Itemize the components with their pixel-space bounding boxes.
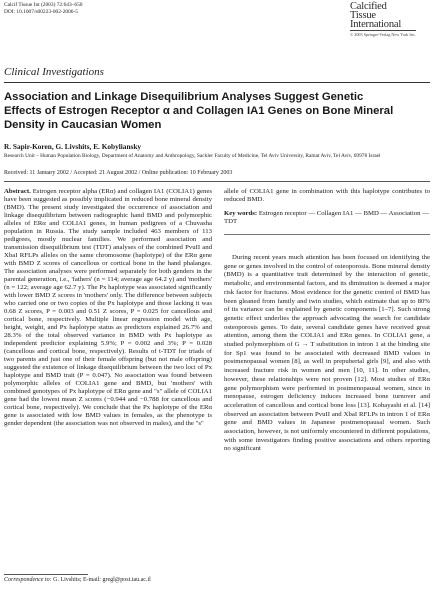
running-head	[4, 2, 224, 16]
abstract	[4, 188, 212, 428]
introduction-text: During recent years much attention has been focused on identifying the gene or genes involved in the control of osteoporosis. Bone mineral density (BMD) is a quantitative trait determined by the interaction of genetic, metabolic, and environmental factors, and its diminution is deemed a major risk factor for fractures. Most evidence for the genetic control of BMD has been gleaned from family and twin studies, which estimate that up to 80% of its variance can be explained by genetic components [1–7]. Such strong genetic effect underlies the approach advocating the search for candidate osteoporosis genes. To date, several candidate genes have received great attention, among them the COLIA1 and ERα genes. In COLIA1 gene, a studied polymorphism of G → T substitution in intron 1 at the binding site for Sp1 was found to be associated with decreased BMD values in postmenopausal women [8], as well in prepubertal girls [9], and also with increased fracture risk in women and men [10, 11]. In other studies, however, these relationships were not proven [12]. Most studies of ERα gene polymorphism were performed in postmenopausal women, since in menopause, estrogen deficiency induces increased bone turnover and acceleration of cancellous and cortical bone loss [13]. Kobayashi et al. [14] observed an association between PvuII and XbaI RFLPs in intron 1 of ERα gene and BMD values in Japanese postmenopausal women. Such association, however, is not uniformly encountered in different populations, with some investigators finding positive associations and others reporting no significant	[224, 254, 430, 453]
keywords	[224, 210, 430, 226]
keywords-text: Estrogen receptor — Collagen IA1 — BMD — Association — TDT	[224, 210, 429, 225]
correspondence-text: G. Livshits; E-mail: gregl@post.tau.ac.il	[53, 577, 151, 583]
keywords-divider	[224, 234, 430, 235]
journal-citation: Calcif Tissue Int (2003) 72:643–650	[4, 2, 83, 8]
authors: R. Sapir-Koren, G. Livshits, E. Kobyliansky	[4, 142, 142, 151]
copyright: © 2003 Springer-Verlag New York Inc.	[350, 31, 416, 37]
header-divider	[4, 82, 430, 83]
footnote-divider	[4, 574, 88, 575]
logo-line-1: Calcified	[350, 1, 387, 12]
section-label: Clinical Investigations	[4, 66, 104, 78]
doi: DOI: 10.1007/s00223-002-2006-5	[4, 9, 78, 15]
logo-line-2: Tissue	[350, 10, 376, 21]
keywords-label: Key words:	[224, 210, 259, 217]
abstract-continuation: allele of COLIA1 gene in combination with this haplotype contributes to reduced BMD.	[224, 188, 430, 203]
correspondence-label: Correspondence to:	[4, 577, 54, 583]
logo-line-3: International	[350, 19, 402, 30]
received-dates: Received: 11 January 2002 / Accepted: 21 August 2002 / Online publication: 10 February 2003	[4, 170, 233, 176]
meta-divider	[4, 181, 430, 182]
abstract-label: Abstract.	[4, 188, 33, 195]
journal-logo	[350, 2, 432, 37]
correspondence-footnote	[4, 577, 151, 583]
logo-divider	[350, 30, 416, 31]
article-title: Association and Linkage Disequilibrium Analyses Suggest Genetic Effects of Estrogen Receptor α and Collagen IA1 Genes on Bone Mineral Density in Caucasian Women	[4, 91, 394, 131]
abstract-text: Estrogen receptor alpha (ERα) and collagen IA1 (COLIA1) genes have been suggested as possibly implicated in reduced bone mineral density (BMD). The present study investigated the occurrence of association and linkage disequilibrium between radiographic hand BMD and polymorphic alleles of ERα and COLIA1 genes, in human pedigrees of a Chuvasha population in Russia. The study sample included 463 members of 113 pedigrees, mostly nuclear families. We performed association and transmission disequilibrium test (TDT) analyses of the combined PvuII and XbaI RFLPs alleles on the same chromosome (haplotype) of the ERα gene with BMD Z scores of cancellous or cortical bone in the hand phalanges. The association analyses were performed separately for both genders in the parental generation, i.e., 'fathers' (n = 114; average age 64.2 y) and 'mothers' (n = 122; average age 62.7 y). The Px haplotype was associated significantly with lower BMD Z scores in 'mothers' only. The difference between subjects who carried one or two copies of the Px haplotype and those lacking it was 0.68 Z scores, P = 0.003 and 0.51 Z scores, P = 0.025 for cancellous and cortical bone, respectively. Multiple linear regression model with age, height, weight, and Px haplotype status as predictors explained 26.7% and 28.3% of the total observed variance in BMD with Px haplotype as independent predictor explaining 5.9%; P = 0.002 and 3%; P = 0.028 (cancellous and cortical bone, respectively). Results of t-TDT for triads of two parents and just one of their female offspring (but not male offspring) suggested the existence of linkage disequilibrium between the two loci of Px haplotype and BMD trait (P = 0.047). No association was found between polymorphic alleles of COLIA1 gene and BMD, but 'mothers' with combined genotypes of Px haplotype of ERα gene and "s" allele of COLIA1 gene had the lowest mean Z scores (−0.944 and −0.788 for cancellous and cortical bone, respectively). We conclude that the Px haplotype of the ERα gene is associated with low BMD values in females, as the phenotype is gender dependent (the association was not observed in males), and the "s"	[4, 188, 212, 427]
affiliation: Research Unit – Human Population Biology, Department of Anatomy and Anthropology, Sackler Faculty of Medicine, Tel Aviv University, Ramat Aviv, Tel Aviv, 69978 Israel	[4, 153, 381, 159]
